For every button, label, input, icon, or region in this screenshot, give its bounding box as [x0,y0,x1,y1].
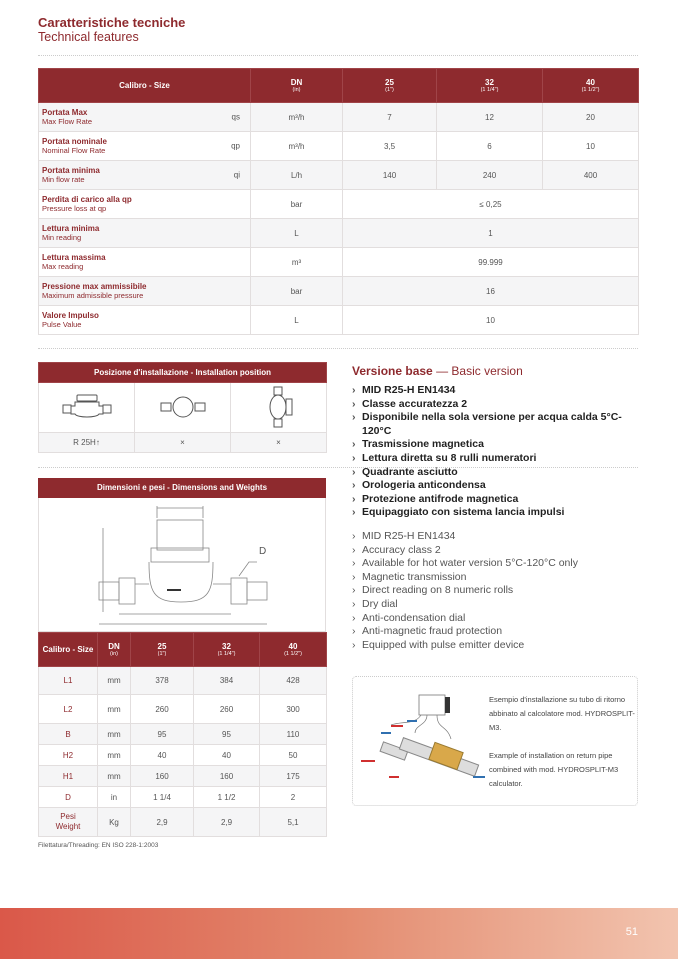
table-row [39,277,639,306]
row-symbol: qs [231,112,240,122]
feature-item: › Equipped with pulse emitter device [352,639,642,653]
header-25: 25 (1") [131,633,194,667]
row-value: 99.999 [343,248,639,277]
threading-note: Filettatura/Threading: EN ISO 228-1:2003 [38,842,159,849]
row-unit: L [251,306,343,335]
row-value: 10 [343,306,639,335]
row-value: 3,5 [343,132,437,161]
horizontal-meter-icon [39,383,135,433]
header-size: Calibro - Size [39,633,98,667]
dims-table [38,632,327,837]
dim-value: 95 [194,724,260,745]
header-size: Calibro - Size [39,69,251,103]
row-label: Valore Impulso Pulse Value [39,306,251,335]
dim-value: 2 [260,787,327,808]
specs-table [38,68,639,335]
dim-value: 160 [131,766,194,787]
feature-item: › Quadrante asciutto [352,466,642,480]
feature-item: › Magnetic transmission [352,571,642,585]
table-row [39,766,327,787]
dim-unit: in [98,787,131,808]
dim-unit: mm [98,745,131,766]
row-value: 12 [437,103,543,132]
row-symbol: qp [231,141,240,151]
table-row [39,219,639,248]
row-label: Lettura massima Max reading [39,248,251,277]
svg-text:D: D [259,546,267,557]
dim-value: 1 1/4 [131,787,194,808]
section-title-it: Caratteristiche tecniche [38,15,186,30]
features-en [352,530,642,652]
row-value: ≤ 0,25 [343,190,639,219]
feature-item: › Dry dial [352,598,642,612]
feature-item: › Available for hot water version 5°C-120°C only [352,557,642,571]
dim-value: 384 [194,667,260,695]
dim-name: H2 [39,745,98,766]
dim-value: 175 [260,766,327,787]
dim-value: 1 1/2 [194,787,260,808]
dim-value: 40 [131,745,194,766]
row-unit: bar [251,277,343,306]
row-unit: m³/h [251,103,343,132]
example-text-it: Esempio d'installazione su tubo di ritorno abbinato al calcolatore mod. HYDROSPLIT-M3. [489,695,635,732]
feature-item: › MID R25-H EN1434 [352,530,642,544]
vertical-pipe-meter-icon [231,383,327,433]
row-value: 7 [343,103,437,132]
example-text-en: Example of installation on return pipe combined with mod. HYDROSPLIT-M3 calculator. [489,751,619,788]
table-row [39,190,639,219]
row-value: 140 [343,161,437,190]
feature-item: › MID R25-H EN1434 [352,384,642,398]
feature-item: › Anti-magnetic fraud protection [352,625,642,639]
table-row [39,248,639,277]
header-40: 40 (1 1/2") [260,633,327,667]
dim-value: 300 [260,695,327,724]
table-row [39,161,639,190]
feature-item: › Lettura diretta su 8 rulli numeratori [352,452,642,466]
row-unit: L [251,219,343,248]
dim-value: 260 [131,695,194,724]
row-value: 10 [543,132,639,161]
dim-unit: mm [98,766,131,787]
row-unit: bar [251,190,343,219]
table-row [39,103,639,132]
install-horizontal: R 25H↑ [39,433,135,453]
feature-item: › Direct reading on 8 numeric rolls [352,584,642,598]
version-heading: Versione base — Basic version [352,364,523,378]
header-dn: DN (in) [98,633,131,667]
weight-25: 2,9 [131,808,194,837]
row-value: 1 [343,219,639,248]
row-symbol: qi [233,170,240,180]
feature-item: › Equipaggiato con sistema lancia impulsi [352,506,642,520]
feature-item: › Protezione antifrode magnetica [352,493,642,507]
table-row [39,724,327,745]
vertical-face-meter-icon [135,383,231,433]
divider [38,55,638,56]
dim-value: 95 [131,724,194,745]
dim-name: H1 [39,766,98,787]
header-25: 25 (1") [343,69,437,103]
row-unit: L/h [251,161,343,190]
dim-unit: mm [98,667,131,695]
dim-name: L2 [39,695,98,724]
dim-name: L1 [39,667,98,695]
table-row [39,667,327,695]
table-row [39,787,327,808]
weight-32: 2,9 [194,808,260,837]
header-40: 40 (1 1/2") [543,69,639,103]
row-value: 16 [343,277,639,306]
installation-illustration [361,691,491,791]
weight-label: Pesi Weight [39,808,98,837]
row-value: 240 [437,161,543,190]
table-row [39,695,327,724]
dim-name: D [39,787,98,808]
feature-item: › Disponibile nella sola versione per acqua calda 5°C-120°C [352,411,642,438]
header-32: 32 (1 1/4") [194,633,260,667]
row-label: Portata minima Min flow rate qi [39,161,251,190]
dims-title: Dimensioni e pesi - Dimensions and Weights [38,478,326,498]
install-table [38,362,327,453]
row-unit: m³/h [251,132,343,161]
footer-band [0,908,678,959]
row-value: 20 [543,103,639,132]
dim-value: 428 [260,667,327,695]
table-row [39,132,639,161]
dim-unit: mm [98,695,131,724]
feature-item: › Orologeria anticondensa [352,479,642,493]
install-vertical-face: × [135,433,231,453]
dim-value: 378 [131,667,194,695]
example-box [352,676,638,806]
row-value: 400 [543,161,639,190]
row-value: 6 [437,132,543,161]
dim-value: 110 [260,724,327,745]
dim-name: B [39,724,98,745]
section-title-en: Technical features [38,30,139,44]
weight-40: 5,1 [260,808,327,837]
header-dn: DN (in) [251,69,343,103]
dim-value: 260 [194,695,260,724]
row-label: Pressione max ammissibile Maximum admissible pressure [39,277,251,306]
dim-value: 50 [260,745,327,766]
feature-item: › Trasmissione magnetica [352,438,642,452]
row-unit: m³ [251,248,343,277]
divider [38,348,638,349]
dim-unit: mm [98,724,131,745]
weight-unit: Kg [98,808,131,837]
table-row [39,745,327,766]
row-label: Portata Max Max Flow Rate qs [39,103,251,132]
install-title: Posizione d'installazione - Installation position [39,363,327,383]
feature-item: › Anti-condensation dial [352,612,642,626]
dimension-drawing [38,498,326,632]
dim-value: 40 [194,745,260,766]
install-vertical-pipe: × [231,433,327,453]
page-number: 51 [625,926,638,938]
row-label: Portata nominale Nominal Flow Rate qp [39,132,251,161]
dim-value: 160 [194,766,260,787]
header-32: 32 (1 1/4") [437,69,543,103]
table-row [39,306,639,335]
feature-item: › Classe accuratezza 2 [352,398,642,412]
row-label: Perdita di carico alla qp Pressure loss at qp [39,190,251,219]
row-label: Lettura minima Min reading [39,219,251,248]
feature-item: › Accuracy class 2 [352,544,642,558]
features-it [352,384,642,520]
